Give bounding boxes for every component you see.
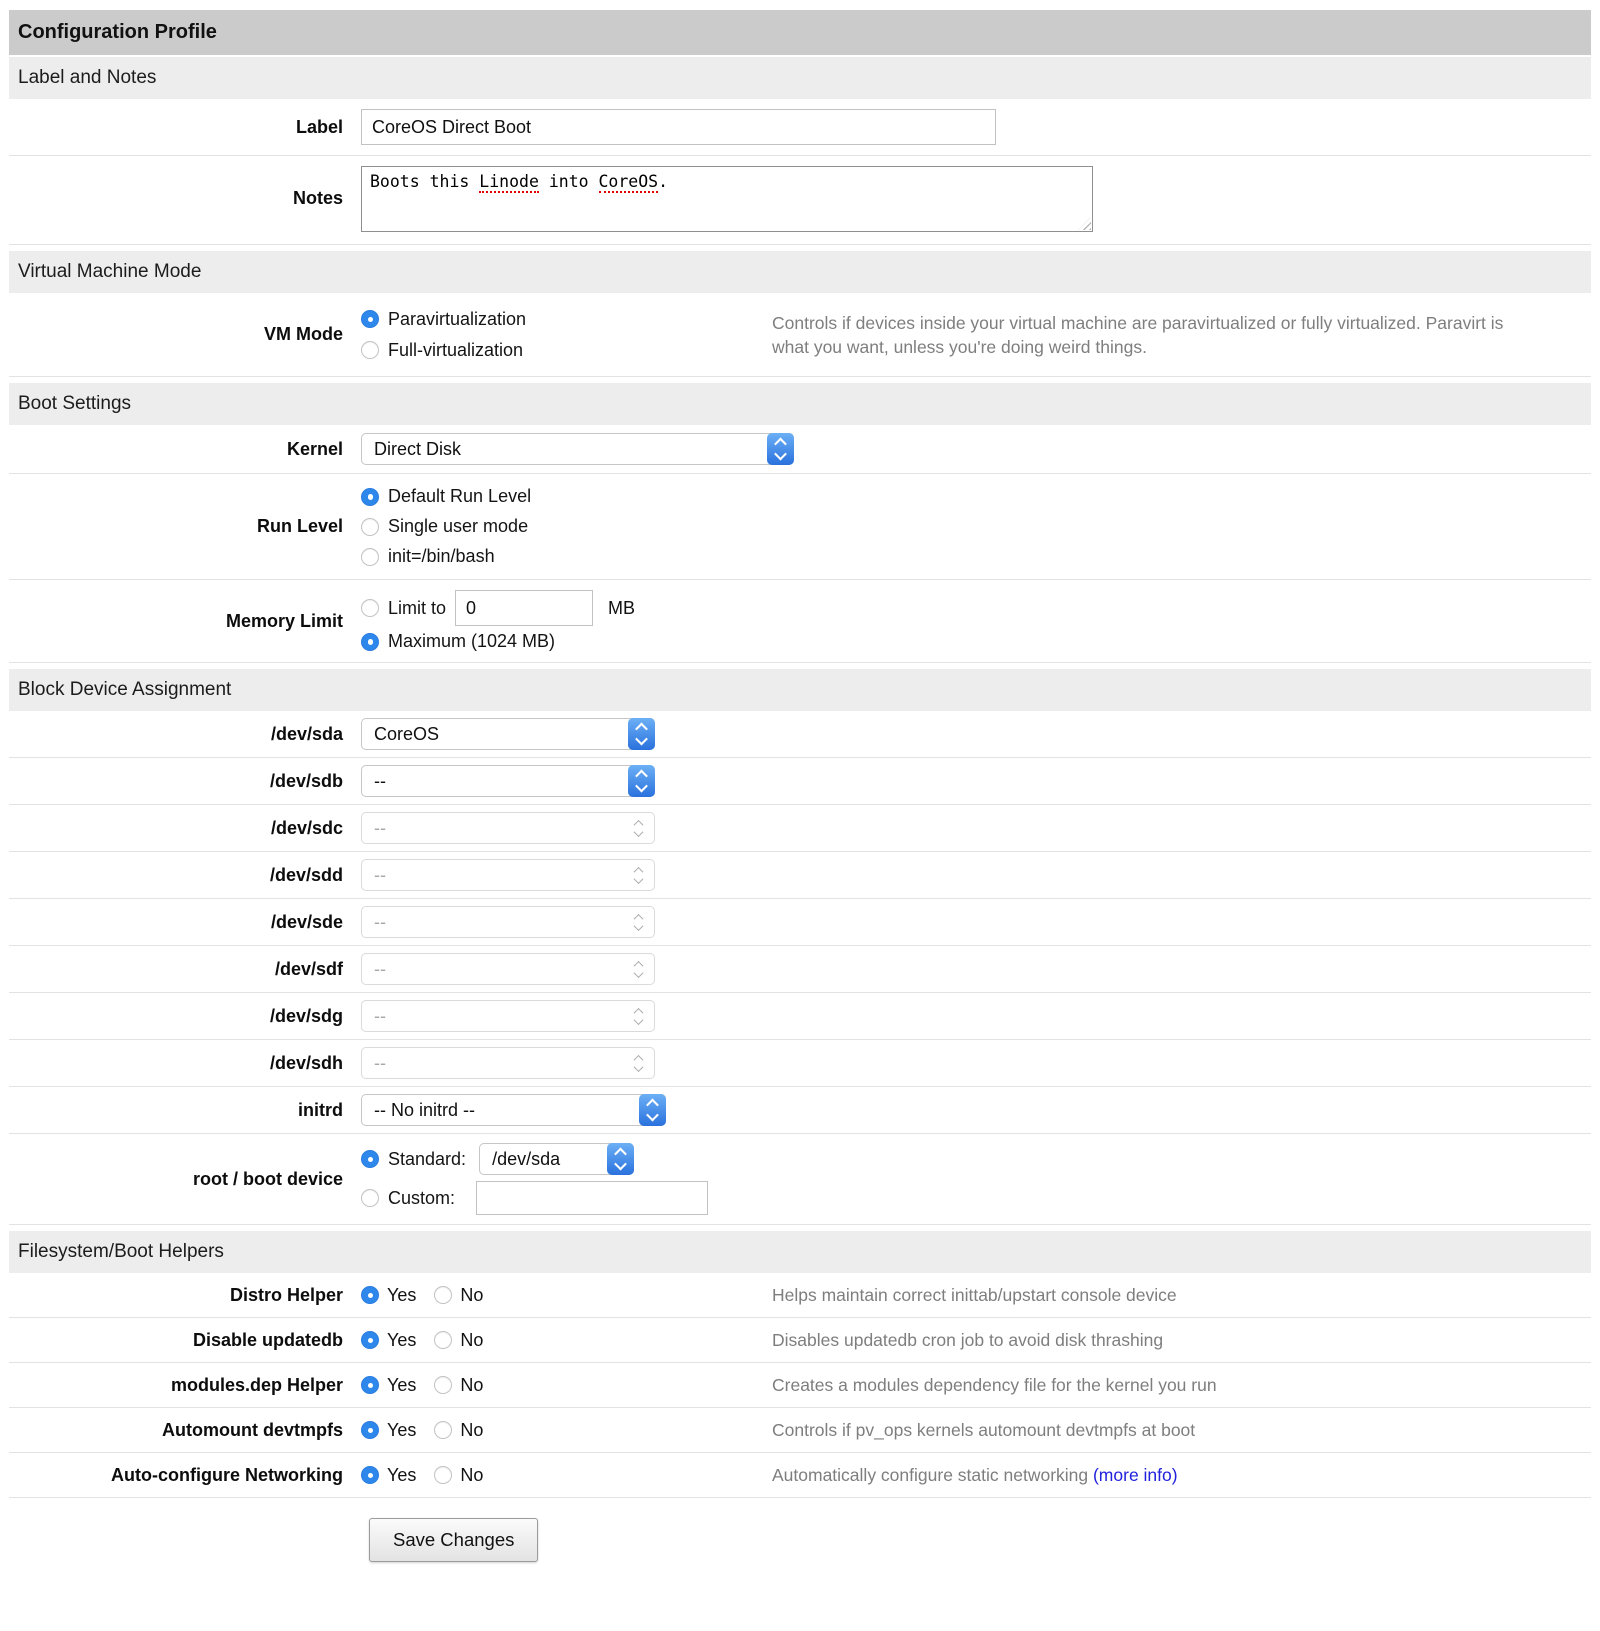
radio-label: Maximum (1024 MB)	[388, 631, 556, 651]
radio-yes[interactable]	[361, 1286, 379, 1304]
radio-yes[interactable]	[361, 1376, 379, 1394]
select-stepper-icon	[625, 812, 652, 844]
radio-paravirtualization[interactable]	[361, 310, 379, 328]
kernel-label: Kernel	[286, 438, 343, 459]
yes-label: Yes	[387, 1419, 417, 1440]
no-label: No	[460, 1329, 484, 1350]
select-value: --	[374, 770, 386, 791]
helper-label: modules.dep Helper	[170, 1374, 343, 1395]
radio-label: init=/bin/bash	[388, 546, 495, 566]
notes-text: Boots this	[370, 172, 480, 191]
yes-label: Yes	[387, 1464, 417, 1485]
footer-space	[9, 1562, 1591, 1628]
helper-row-automount-devtmpfs	[9, 1408, 1591, 1453]
select-value: --	[374, 958, 386, 979]
chevron-down-icon	[635, 780, 648, 793]
helper-options	[361, 1465, 772, 1486]
select-stepper-icon[interactable]	[607, 1143, 634, 1175]
device-row-sdf	[9, 946, 1591, 993]
vm-mode-label: VM Mode	[264, 324, 343, 344]
vm-mode-options	[361, 305, 772, 364]
select-stepper-icon	[625, 906, 652, 938]
save-changes-button[interactable]: Save Changes	[369, 1518, 538, 1562]
helper-options	[361, 1330, 772, 1351]
chevron-down-icon	[634, 1015, 644, 1025]
radio-label: Paravirtualization	[388, 309, 527, 329]
memory-limit-options	[361, 590, 772, 652]
chevron-down-icon	[774, 448, 787, 461]
select-stepper-icon[interactable]	[628, 718, 655, 750]
radio-yes[interactable]	[361, 1466, 379, 1484]
helper-options	[361, 1285, 772, 1306]
notes-text: into	[538, 172, 599, 191]
notes-textarea[interactable]	[361, 166, 1093, 232]
device-label: /dev/sdf	[274, 958, 343, 979]
radio-no[interactable]	[434, 1421, 452, 1439]
select-stepper-icon[interactable]	[628, 765, 655, 797]
helper-row-modules-dep	[9, 1363, 1591, 1408]
select-value: --	[374, 817, 386, 838]
chevron-down-icon	[634, 968, 644, 978]
notes-text-misspelled: Linode	[479, 172, 539, 191]
dev-sdd-select	[361, 859, 655, 891]
helper-label: Distro Helper	[229, 1284, 343, 1305]
dev-sda-select[interactable]	[361, 718, 655, 750]
more-info-link[interactable]: (more info)	[1092, 1465, 1178, 1485]
vm-mode-row	[9, 293, 1591, 377]
device-cell	[361, 765, 772, 797]
label-row	[9, 99, 1591, 156]
label-field-cell	[361, 109, 772, 145]
radio-label: Default Run Level	[388, 486, 532, 506]
run-level-row	[9, 474, 1591, 580]
kernel-cell	[361, 433, 821, 465]
device-label: /dev/sdd	[269, 864, 343, 885]
radio-full-virtualization[interactable]	[361, 341, 379, 359]
helper-row-disable-updatedb	[9, 1318, 1591, 1363]
radio-no[interactable]	[434, 1286, 452, 1304]
chevron-down-icon	[646, 1109, 659, 1122]
device-cell	[361, 718, 772, 750]
no-label: No	[460, 1284, 484, 1305]
memory-limit-option-maximum	[361, 631, 772, 652]
select-value: /dev/sda	[492, 1148, 561, 1169]
select-stepper-icon	[625, 953, 652, 985]
root-boot-device-row	[9, 1134, 1591, 1225]
vm-mode-option-full-virtualization	[361, 336, 772, 364]
radio-no[interactable]	[434, 1466, 452, 1484]
initrd-row	[9, 1087, 1591, 1134]
label-field-label: Label	[295, 116, 343, 137]
device-label: /dev/sda	[270, 723, 343, 744]
section-heading-vm-mode: Virtual Machine Mode	[9, 251, 1591, 293]
radio-limit-to[interactable]	[361, 599, 379, 617]
select-stepper-icon[interactable]	[639, 1094, 666, 1126]
device-row-sdg	[9, 993, 1591, 1040]
radio-label: Standard:	[388, 1148, 467, 1169]
section-heading-label-notes: Label and Notes	[9, 57, 1591, 99]
notes-text-misspelled: CoreOS	[598, 172, 659, 191]
helper-help-text: Disables updatedb cron job to avoid disk thrashing	[772, 1330, 1164, 1350]
device-row-sdd	[9, 852, 1591, 899]
device-row-sdb	[9, 758, 1591, 805]
no-label: No	[460, 1464, 484, 1485]
root-boot-device-options	[361, 1143, 772, 1215]
select-value: --	[374, 1052, 386, 1073]
device-label: /dev/sdg	[269, 1005, 343, 1026]
select-value: Direct Disk	[374, 438, 462, 459]
radio-maximum[interactable]	[361, 633, 379, 651]
helper-help-text	[772, 1463, 1591, 1487]
select-value: --	[374, 1005, 386, 1026]
select-value: -- No initrd --	[374, 1099, 476, 1120]
dev-sdh-select	[361, 1047, 655, 1079]
notes-field-label: Notes	[292, 188, 343, 208]
helper-help-text: Automatically configure static networking	[772, 1465, 1093, 1485]
dev-sdg-select	[361, 1000, 655, 1032]
page-title: Configuration Profile	[9, 10, 1591, 55]
device-label: /dev/sdc	[270, 817, 343, 838]
device-cell	[361, 812, 772, 844]
radio-default-run-level[interactable]	[361, 488, 379, 506]
device-cell	[361, 1047, 772, 1079]
memory-limit-option-limit	[361, 590, 772, 626]
device-row-sda	[9, 711, 1591, 758]
notes-row	[9, 156, 1591, 245]
yes-label: Yes	[387, 1374, 417, 1395]
device-label: /dev/sdb	[269, 770, 343, 791]
radio-init-bin-bash[interactable]	[361, 548, 379, 566]
radio-label: Custom:	[388, 1187, 456, 1208]
device-cell	[361, 1000, 772, 1032]
dev-sdc-select	[361, 812, 655, 844]
helper-options	[361, 1420, 772, 1441]
root-boot-device-label: root / boot device	[192, 1168, 343, 1189]
select-value: --	[374, 864, 386, 885]
helper-options	[361, 1375, 772, 1396]
run-level-option-default	[361, 483, 772, 510]
device-cell	[361, 906, 772, 938]
radio-single-user-mode[interactable]	[361, 518, 379, 536]
helper-label: Auto-configure Networking	[111, 1464, 343, 1485]
vm-mode-help-text: Controls if devices inside your virtual machine are paravirtualized or fully virtualized. Paravirt is what you want, unless you're doing weird things.	[772, 312, 1504, 357]
root-device-option-custom	[361, 1181, 772, 1215]
run-level-label: Run Level	[256, 516, 343, 536]
run-level-options	[361, 483, 772, 570]
radio-standard[interactable]	[361, 1150, 379, 1168]
yes-label: Yes	[387, 1329, 417, 1350]
device-label: /dev/sdh	[269, 1052, 343, 1073]
helper-row-distro-helper	[9, 1273, 1591, 1318]
notes-text: .	[658, 172, 669, 191]
select-value: CoreOS	[374, 723, 440, 744]
helper-help-text: Controls if pv_ops kernels automount devtmpfs at boot	[772, 1420, 1196, 1440]
kernel-row	[9, 425, 1591, 474]
select-stepper-icon	[625, 1047, 652, 1079]
resize-grip-icon[interactable]	[1078, 217, 1091, 230]
section-heading-block-devices: Block Device Assignment	[9, 669, 1591, 711]
yes-label: Yes	[387, 1284, 417, 1305]
device-row-sdc	[9, 805, 1591, 852]
notes-field-cell	[361, 166, 1121, 232]
no-label: No	[460, 1374, 484, 1395]
device-cell	[361, 859, 772, 891]
device-cell	[361, 953, 772, 985]
standard-device-select[interactable]	[479, 1143, 634, 1175]
radio-custom[interactable]	[361, 1189, 379, 1207]
radio-yes[interactable]	[361, 1421, 379, 1439]
initrd-select[interactable]	[361, 1094, 666, 1126]
radio-label: Single user mode	[388, 516, 529, 536]
helper-help-text: Helps maintain correct inittab/upstart console device	[772, 1285, 1177, 1305]
dev-sdf-select	[361, 953, 655, 985]
helper-row-auto-configure-networking	[9, 1453, 1591, 1498]
kernel-select[interactable]	[361, 433, 794, 465]
chevron-down-icon	[634, 874, 644, 884]
run-level-option-init-bash	[361, 543, 772, 570]
custom-device-input[interactable]	[476, 1181, 708, 1215]
select-stepper-icon[interactable]	[767, 433, 794, 465]
no-label: No	[460, 1419, 484, 1440]
chevron-down-icon	[634, 1062, 644, 1072]
device-label: /dev/sde	[270, 911, 343, 932]
memory-limit-label: Memory Limit	[225, 610, 343, 631]
helper-help-text: Creates a modules dependency file for the kernel you run	[772, 1375, 1217, 1395]
device-row-sdh	[9, 1040, 1591, 1087]
radio-label: Limit to	[388, 597, 447, 618]
device-row-sde	[9, 899, 1591, 946]
select-value: --	[374, 911, 386, 932]
radio-no[interactable]	[434, 1331, 452, 1349]
chevron-down-icon	[634, 827, 644, 837]
run-level-option-single-user	[361, 513, 772, 540]
helper-label: Automount devtmpfs	[162, 1419, 343, 1440]
vm-mode-option-paravirtualization	[361, 305, 772, 333]
helper-label: Disable updatedb	[192, 1329, 343, 1350]
radio-no[interactable]	[434, 1376, 452, 1394]
memory-limit-row	[9, 580, 1591, 663]
section-heading-helpers: Filesystem/Boot Helpers	[9, 1231, 1591, 1273]
select-stepper-icon	[625, 1000, 652, 1032]
label-input[interactable]	[361, 109, 996, 145]
chevron-down-icon	[614, 1158, 627, 1171]
chevron-down-icon	[635, 733, 648, 746]
select-stepper-icon	[625, 859, 652, 891]
chevron-down-icon	[634, 921, 644, 931]
radio-label: Full-virtualization	[388, 340, 524, 360]
section-heading-boot-settings: Boot Settings	[9, 383, 1591, 425]
initrd-label: initrd	[298, 1099, 343, 1120]
root-device-option-standard	[361, 1143, 772, 1175]
dev-sde-select	[361, 906, 655, 938]
initrd-cell	[361, 1094, 772, 1126]
memory-limit-input[interactable]	[455, 590, 593, 626]
memory-unit-label: MB	[608, 597, 636, 618]
dev-sdb-select[interactable]	[361, 765, 655, 797]
radio-yes[interactable]	[361, 1331, 379, 1349]
